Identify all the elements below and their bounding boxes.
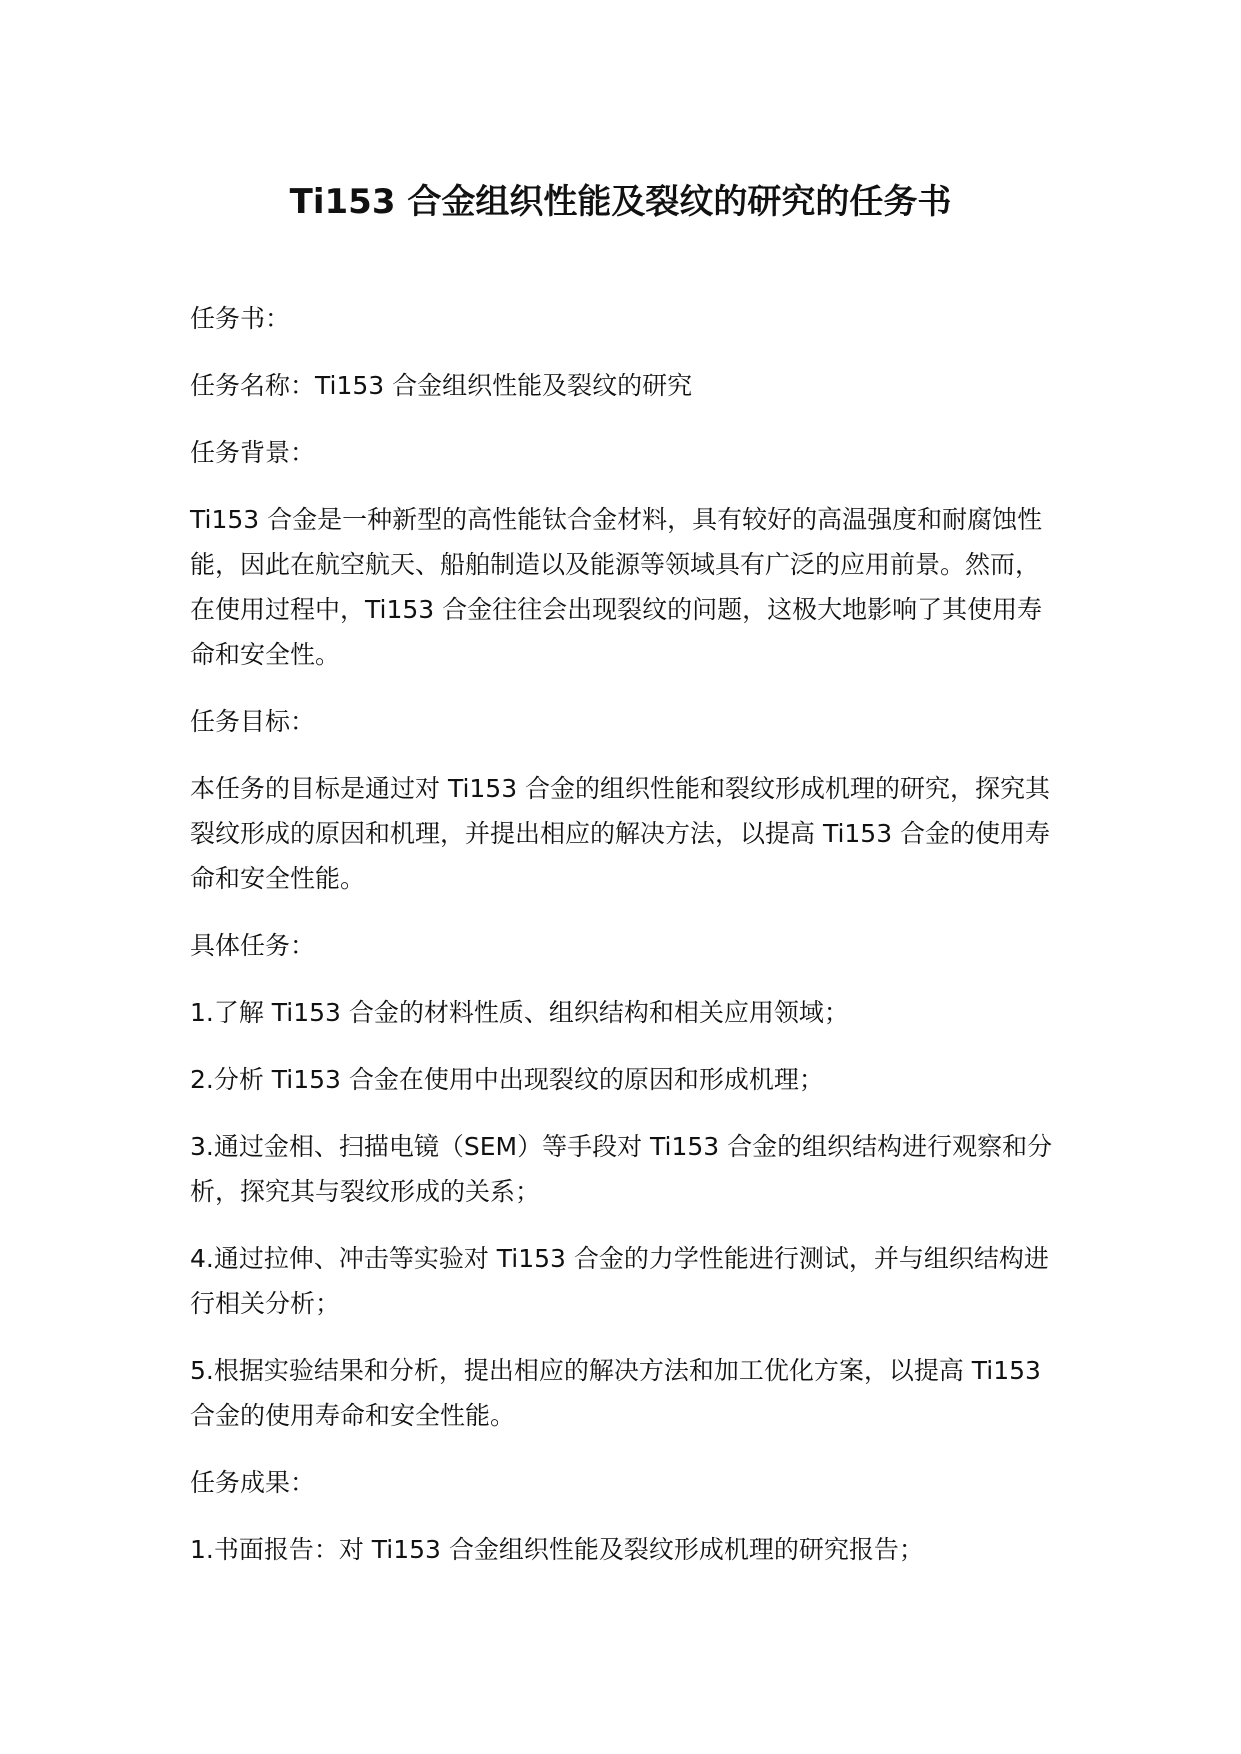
section-heading-background: 任务背景：: [190, 438, 316, 467]
section-heading-objective: 任务目标：: [190, 707, 316, 736]
objective-paragraph: 本任务的目标是通过对 Ti153 合金的组织性能和裂纹形成机理的研究，探究其裂纹形成的原因和机理，并提出相应的解决方法，以提高 Ti153 合金的使用寿命和安全性能。: [190, 774, 1051, 893]
section-heading-specific-tasks: 具体任务：: [190, 931, 316, 960]
task-name: 任务名称：Ti153 合金组织性能及裂纹的研究: [190, 371, 693, 400]
task-item-4: 4.通过拉伸、冲击等实验对 Ti153 合金的力学性能进行测试，并与组织结构进行相关分析；: [190, 1244, 1049, 1318]
document-body: [190, 296, 1060, 1594]
background-paragraph: Ti153 合金是一种新型的高性能钛合金材料，具有较好的高温强度和耐腐蚀性能，因此在航空航天、船舶制造以及能源等领域具有广泛的应用前景。然而，在使用过程中，Ti153 合金往往会出现裂纹的问题，这极大地影响了其使用寿命和安全性。: [190, 505, 1043, 669]
deliverable-item-1: 1.书面报告：对 Ti153 合金组织性能及裂纹形成机理的研究报告；: [190, 1535, 924, 1564]
task-item-3: 3.通过金相、扫描电镜（SEM）等手段对 Ti153 合金的组织结构进行观察和分析，探究其与裂纹形成的关系；: [190, 1132, 1053, 1206]
section-heading-deliverables: 任务成果：: [190, 1468, 316, 1497]
document-title: Ti153 合金组织性能及裂纹的研究的任务书: [289, 182, 952, 222]
section-heading-task-book: 任务书：: [190, 304, 291, 333]
task-item-5: 5.根据实验结果和分析，提出相应的解决方法和加工优化方案，以提高 Ti153 合金的使用寿命和安全性能。: [190, 1356, 1041, 1430]
task-item-2: 2.分析 Ti153 合金在使用中出现裂纹的原因和形成机理；: [190, 1065, 824, 1094]
task-item-1: 1.了解 Ti153 合金的材料性质、组织结构和相关应用领域；: [190, 998, 849, 1027]
